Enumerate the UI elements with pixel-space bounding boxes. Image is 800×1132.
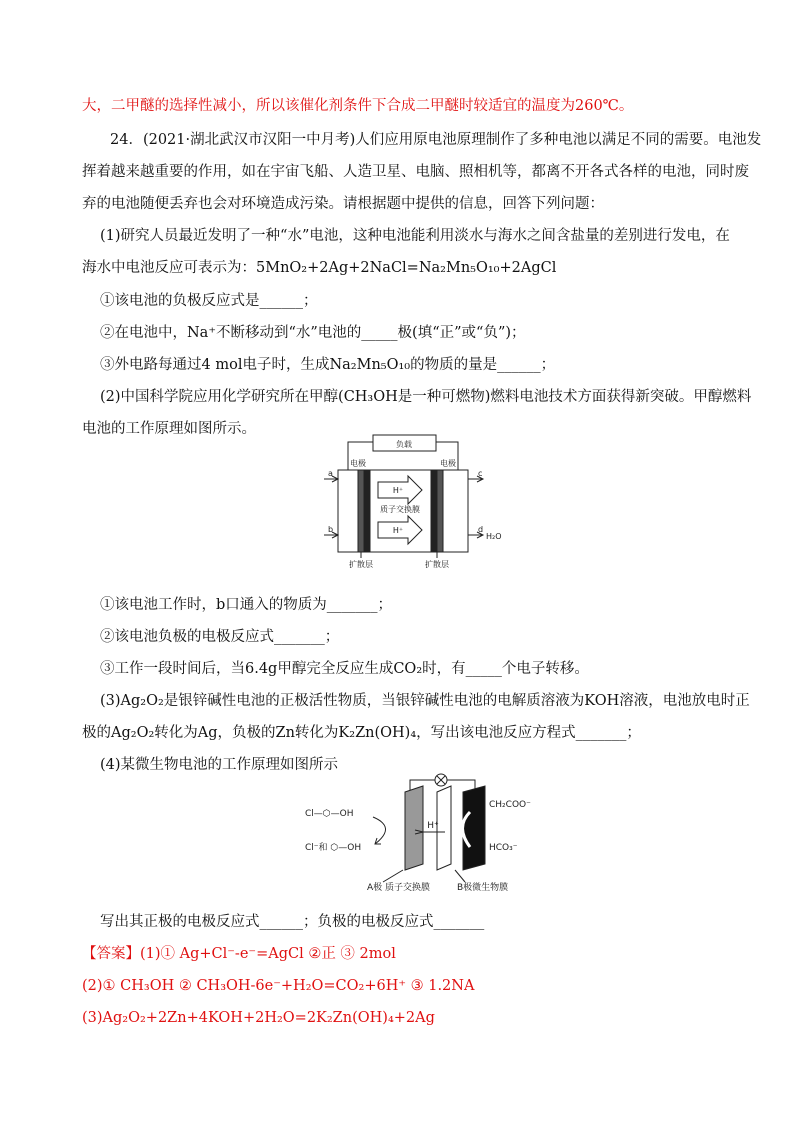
acetate-label: CH₂COO⁻	[489, 800, 531, 810]
h-plus-top-label: H⁺	[392, 486, 404, 495]
part-4-intro: (4)某微生物电池的工作原理如图所示	[100, 757, 339, 773]
bicarbonate-label: HCO₃⁻	[489, 843, 518, 853]
part-1-q2: ②在电池中，Na⁺不断移动到“水”电池的_____极(填“正”或“负”)；	[100, 325, 526, 341]
answer-part-1: 【答案】(1)① Ag+Cl⁻-e⁻=AgCl ②正 ③ 2mol	[82, 946, 396, 962]
port-a-label: a	[328, 469, 333, 478]
part-2-q1: ①该电池工作时，b口通入的物质为_______；	[100, 597, 393, 613]
part-3-text: (3)Ag₂O₂是银锌碱性电池的正极活性物质，当银锌碱性电池的电解质溶液为KOH溶液，电池放电时正	[100, 693, 750, 709]
answer-part-3: (3)Ag₂O₂+2Zn+4KOH+2H₂O=2K₂Zn(OH)₄+2Ag	[82, 1010, 435, 1026]
water-label: H₂O	[486, 532, 502, 541]
text-line-1: 大，二甲醚的选择性减小，所以该催化剂条件下合成二甲醚时较适宜的温度为260℃。	[82, 98, 634, 114]
load-label: 负载	[396, 440, 412, 449]
part-1-q3: ③外电路每通过4 mol电子时，生成Na₂Mn₅O₁₀的物质的量是______；	[100, 357, 556, 373]
part-2-q3: ③工作一段时间后，当6.4g甲醇完全反应生成CO₂时，有_____个电子转移。	[100, 661, 589, 677]
port-c-label: c	[478, 469, 483, 478]
part-1-q1: ①该电池的负极反应式是______；	[100, 293, 318, 309]
product-label: Cl⁻和 ⬡—OH	[305, 843, 362, 853]
question-24-heading: 24．(2021·湖北武汉市汉阳一中月考)人们应用原电池原理制作了多种电池以满足不同的需要。电池发	[110, 132, 762, 148]
text-line-4: 弃的电池随便丢弃也会对环境造成污染。请根据题中提供的信息，回答下列问题：	[82, 196, 604, 212]
answer-part-2: (2)① CH₃OH ② CH₃OH-6e⁻+H₂O=CO₂+6H⁺ ③ 1.2NA	[82, 978, 475, 994]
h-plus-label: H⁺	[427, 821, 439, 831]
membrane-label: 质子交换膜	[380, 505, 420, 514]
part-2-q2: ②该电池负极的电极反应式_______；	[100, 629, 340, 645]
fuel-cell-diagram	[318, 430, 518, 570]
port-d-label: d	[478, 525, 484, 534]
part-1-intro: (1)研究人员最近发明了一种“水”电池，这种电池能利用淡水与海水之间含盐量的差别进行发电，在	[100, 228, 730, 244]
part-2-intro: (2)中国科学院应用化学研究所在甲醇(CH₃OH是一种可燃物)燃料电池技术方面获得新突破。甲醇燃料	[100, 389, 752, 405]
part-2-intro-cont: 电池的工作原理如图所示。	[82, 421, 256, 437]
diffusion-left-label: 扩散层	[349, 560, 373, 569]
electrode-a-label: A极 质子交换膜	[367, 883, 431, 892]
reactant-label: Cl—⬡—OH	[305, 809, 354, 819]
part-1-equation: 海水中电池反应可表示为：5MnO₂+2Ag+2NaCl=Na₂Mn₅O₁₀+2AgCl	[82, 260, 557, 276]
right-electrode-label: 电极	[440, 459, 456, 468]
diffusion-right-label: 扩散层	[425, 560, 449, 569]
microbial-cell-diagram	[305, 772, 545, 892]
port-b-label: b	[328, 525, 334, 534]
left-electrode-label: 电极	[350, 459, 366, 468]
text-line-3: 挥着越来越重要的作用，如在宇宙飞船、人造卫星、电脑、照相机等，都离不开各式各样的电池，同时废	[82, 164, 749, 180]
h-plus-bottom-label: H⁺	[392, 526, 404, 535]
part-3-text-cont: 极的Ag₂O₂转化为Ag，负极的Zn转化为K₂Zn(OH)₄，写出该电池反应方程式_______；	[82, 725, 641, 741]
part-4-question: 写出其正极的电极反应式______；负极的电极反应式_______	[100, 914, 485, 930]
electrode-b-label: B极微生物膜	[457, 883, 509, 892]
